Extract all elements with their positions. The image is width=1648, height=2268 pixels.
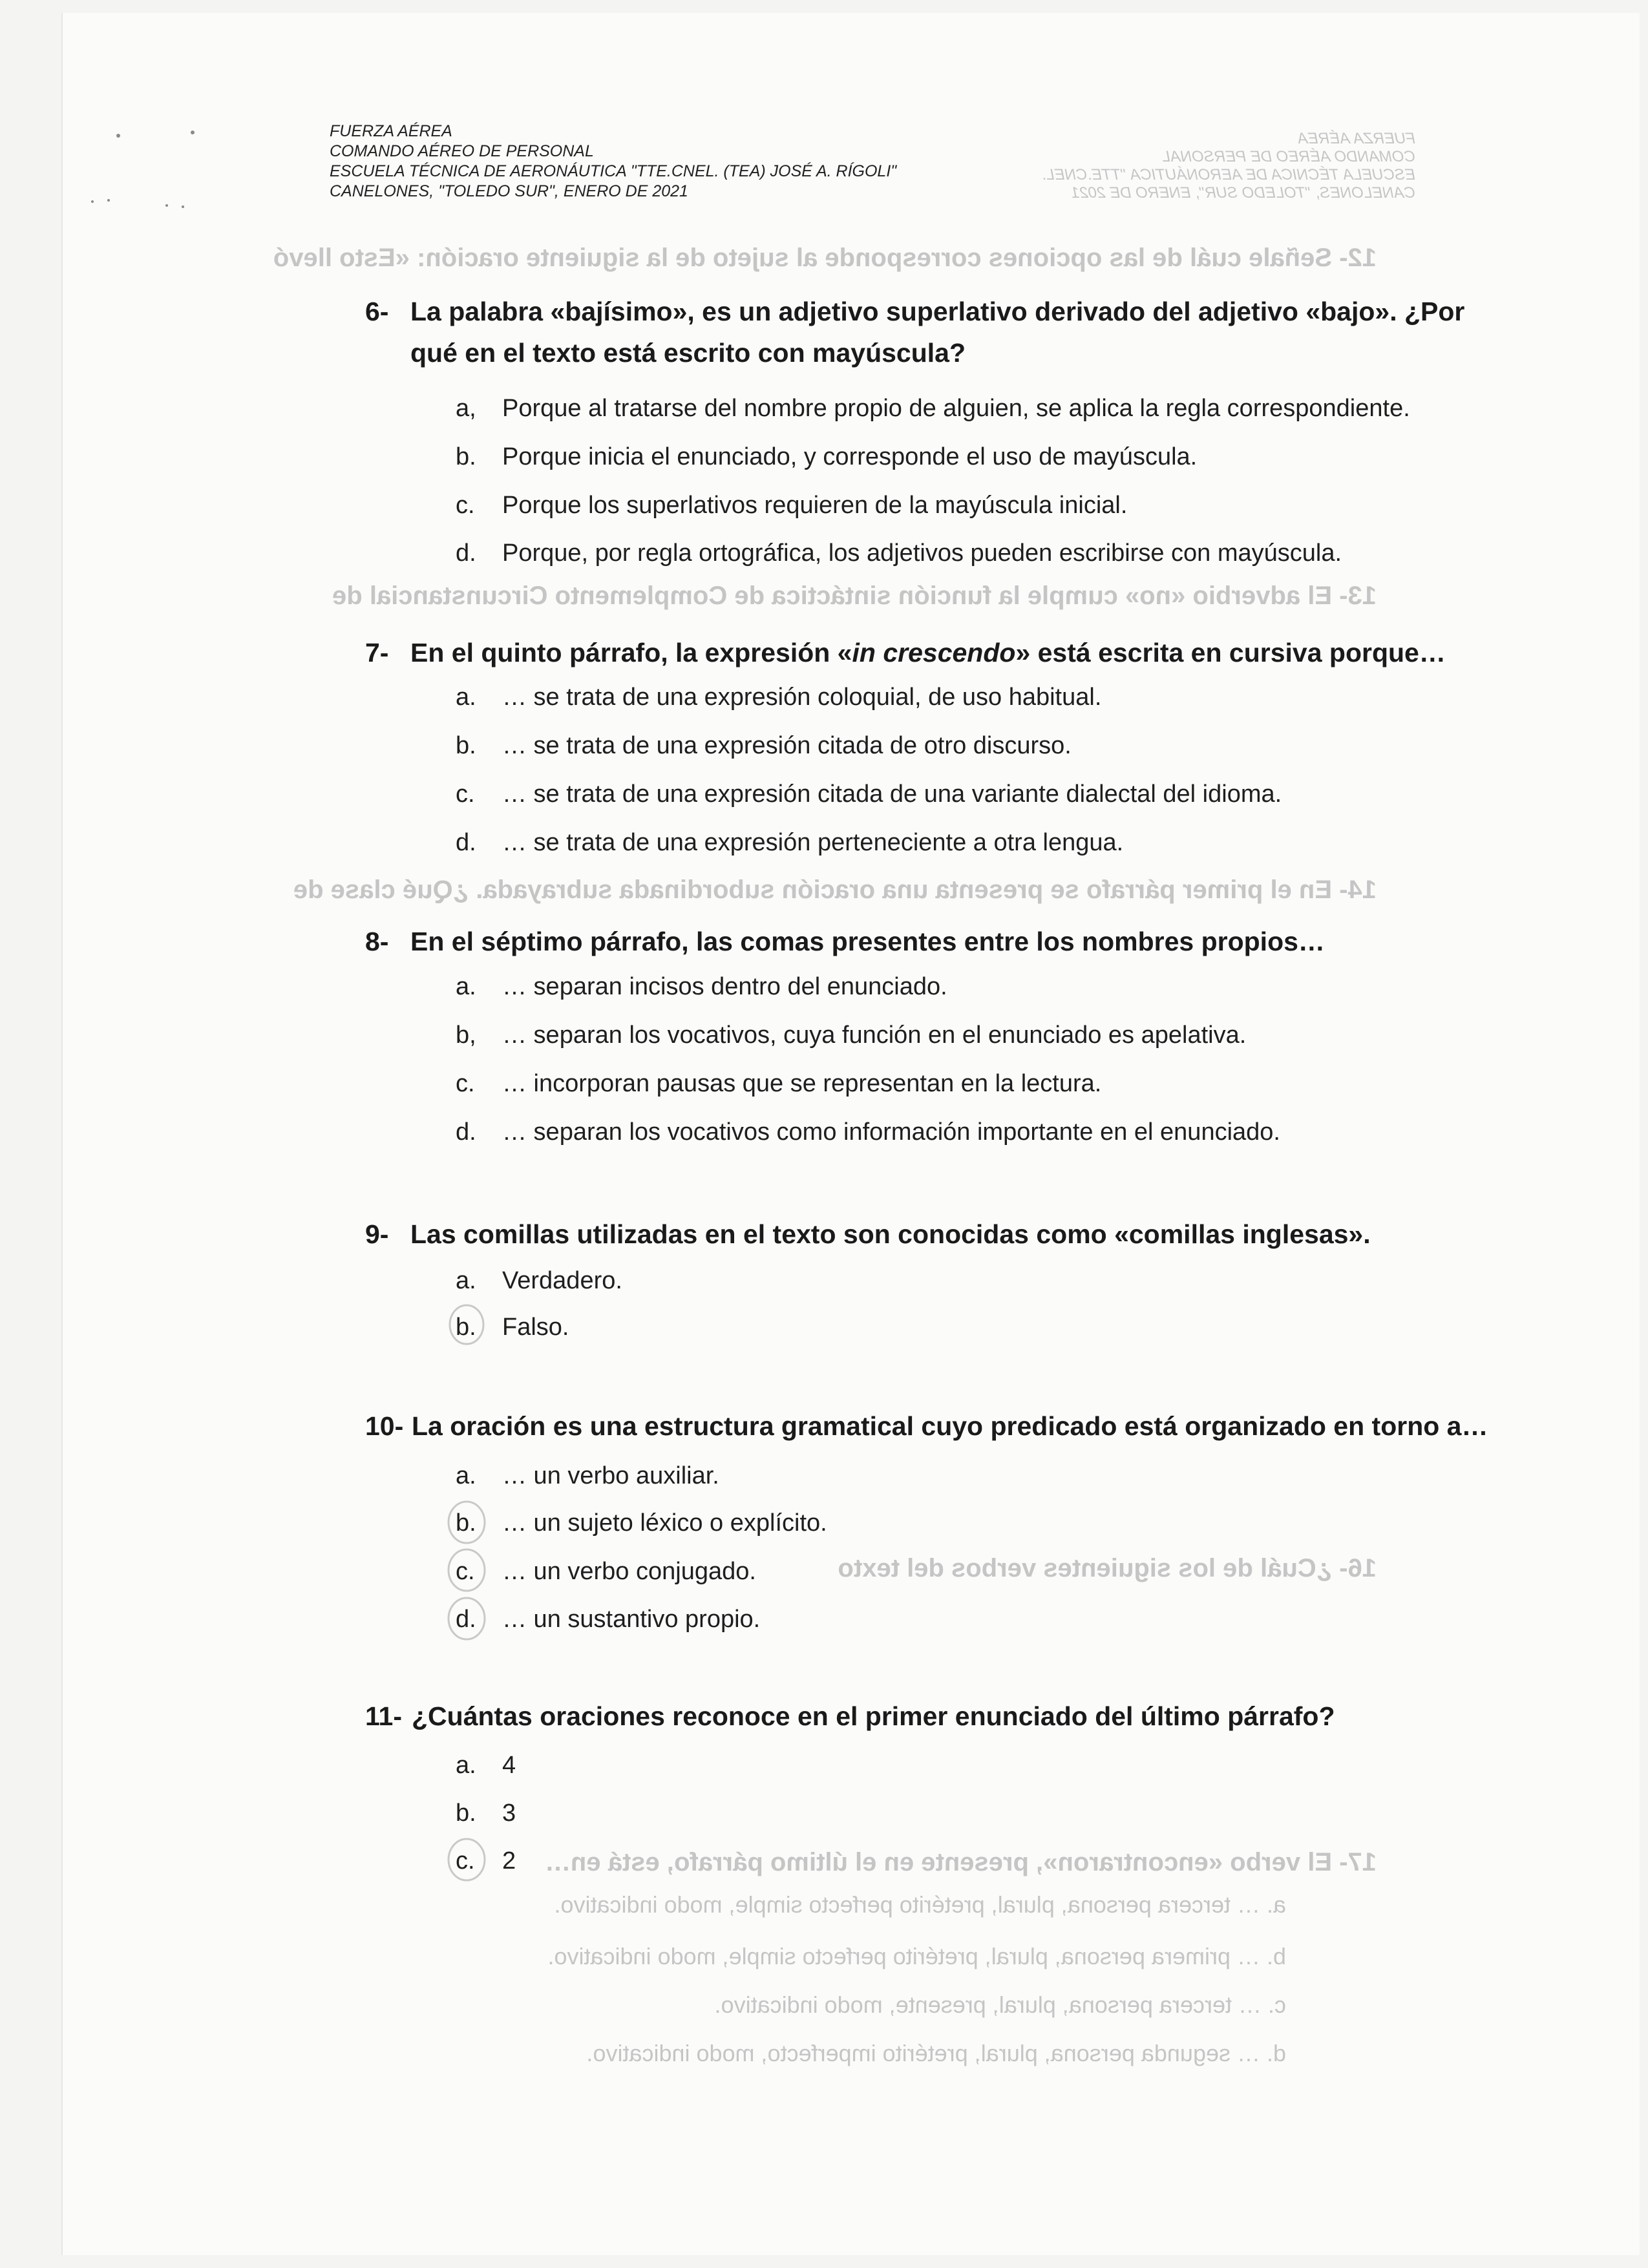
option-text: Porque los superlativos requieren de la mayúscula inicial. (502, 492, 1128, 519)
question-text-part: » está escrita en cursiva porque… (1015, 638, 1446, 667)
question-text-line: La palabra «bajísimo», es un adjetivo superlativo derivado del adjetivo «bajo». ¿Por (410, 297, 1465, 326)
option-letter: d. (456, 1606, 476, 1633)
question-6-prompt (365, 291, 1580, 373)
option-letter: b. (456, 1509, 476, 1537)
option-letter: c. (456, 781, 475, 808)
ghost-option: c. … tercera persona, plural, presente, modo indicativo. (714, 1991, 1286, 2018)
option-letter: b. (456, 732, 476, 759)
option-letter: a. (456, 973, 476, 1000)
option-letter: c. (456, 492, 475, 519)
question-text-part: En el quinto párrafo, la expresión « (410, 638, 852, 667)
option-letter: d. (456, 1118, 476, 1146)
option-text: Porque al tratarse del nombre propio de alguien, se aplica la regla correspondiente. (502, 395, 1410, 422)
question-text: ¿Cuántas oraciones reconoce en el primer enunciado del último párrafo? (412, 1701, 1335, 1731)
ghost-header-line: CANELONES, "TOLEDO SUR", ENERO DE 2021 (1071, 184, 1415, 202)
option-text: … se trata de una expresión citada de una variante dialectal del idioma. (502, 781, 1282, 808)
option-text: 2 (502, 1847, 516, 1874)
ghost-option: b. … primera persona, plural, pretérito perfecto simple, modo indicativo. (547, 1943, 1286, 1969)
option-text: … un verbo conjugado. (502, 1558, 756, 1585)
option-text: … se trata de una expresión coloquial, de uso habitual. (502, 684, 1102, 711)
option-text: Porque inicia el enunciado, y corresponde el uso de mayúscula. (502, 443, 1198, 470)
option-letter: a. (456, 1752, 476, 1779)
option-letter: d. (456, 540, 476, 567)
option-text: … un sujeto léxico o explícito. (502, 1509, 827, 1537)
question-7-prompt (365, 632, 1580, 673)
question-number: 8- (365, 927, 389, 956)
option-letter: c. (456, 1558, 475, 1585)
question-8-prompt (365, 921, 1580, 962)
question-number: 6- (365, 297, 389, 326)
option-letter: b. (456, 443, 476, 470)
document-header (330, 121, 896, 202)
ghost-option: a. … tercera persona, plural, pretérito perfecto simple, modo indicativo. (554, 1891, 1286, 1918)
option-letter: a. (456, 684, 476, 711)
option-letter: c. (456, 1847, 475, 1874)
option-letter: b. (456, 1314, 476, 1341)
option-text: … un verbo auxiliar. (502, 1462, 719, 1489)
option-text: … incorporan pausas que se representan en la lectura. (502, 1070, 1102, 1097)
question-text (410, 632, 1580, 673)
option-letter: d. (456, 829, 476, 856)
option-text: … un sustantivo propio. (502, 1606, 761, 1633)
question-text-line: qué en el texto está escrito con mayúscula? (410, 338, 966, 368)
ghost-question-16: 16- ¿Cuál de los siguientes verbos del texto (838, 1554, 1377, 1582)
option-letter: b, (456, 1022, 476, 1049)
ghost-question-12: 12- Señale cuál de las opciones corresponde al sujeto de la siguiente oración: «Esto llevó (273, 244, 1377, 272)
ghost-option: d. … segunda persona, plural, pretérito imperfecto, modo indicativo. (586, 2040, 1286, 2066)
ghost-header-line: ESCUELA TÉCNICA DE AERONÁUTICA "TTE.CNEL. (1041, 166, 1415, 184)
option-text: … se trata de una expresión citada de otro discurso. (502, 732, 1072, 759)
question-number: 10- (365, 1411, 404, 1441)
ghost-header-line: FUERZA AÉREA (1297, 130, 1415, 147)
option-text: Porque, por regla ortográfica, los adjetivos pueden escribirse con mayúscula. (502, 540, 1342, 567)
option-letter: a. (456, 1462, 476, 1489)
question-number: 11- (365, 1701, 402, 1731)
question-11-prompt (365, 1696, 1580, 1737)
question-10-prompt (365, 1405, 1580, 1447)
ghost-question-14: 14- En el primer párrafo se presenta una oración subordinada subrayada. ¿Qué clase de (293, 876, 1377, 904)
option-text: … se trata de una expresión perteneciente a otra lengua. (502, 829, 1124, 856)
option-text: Verdadero. (502, 1267, 622, 1294)
question-9-prompt (365, 1213, 1580, 1255)
option-text: 3 (502, 1800, 516, 1827)
question-number: 7- (365, 638, 389, 667)
header-line-air-force: FUERZA AÉREA (330, 122, 452, 140)
question-text-italic: in crescendo (852, 638, 1016, 667)
option-letter: a. (456, 1267, 476, 1294)
header-line-school: ESCUELA TÉCNICA DE AERONÁUTICA "TTE.CNEL. (TEA) JOSÉ A. RÍGOLI" (330, 162, 897, 180)
header-line-command: COMANDO AÉREO DE PERSONAL (330, 142, 594, 160)
option-text: … separan los vocativos como información importante en el enunciado. (502, 1118, 1280, 1146)
ghost-header-line: COMANDO AÉREO DE PERSONAL (1161, 148, 1415, 165)
option-letter: c. (456, 1070, 475, 1097)
question-text: En el séptimo párrafo, las comas presentes entre los nombres propios… (410, 927, 1325, 956)
option-text: 4 (502, 1752, 516, 1779)
option-text: … separan incisos dentro del enunciado. (502, 973, 947, 1000)
ghost-question-17: 17- El verbo «encontraron», presente en el último párrafo, está en… (544, 1848, 1377, 1876)
ghost-question-13: 13- El adverbio «no» cumple la función sintáctica de Complemento Circunstancial de (332, 582, 1377, 610)
option-letter: a, (456, 395, 476, 422)
header-line-location-date: CANELONES, "TOLEDO SUR", ENERO DE 2021 (330, 182, 688, 200)
option-letter: b. (456, 1800, 476, 1827)
question-text: La oración es una estructura gramatical cuyo predicado está organizado en torno a… (412, 1411, 1488, 1441)
option-text: Falso. (502, 1314, 569, 1341)
question-text: Las comillas utilizadas en el texto son conocidas como «comillas inglesas». (410, 1219, 1371, 1249)
question-number: 9- (365, 1219, 389, 1249)
option-text: … separan los vocativos, cuya función en el enunciado es apelativa. (502, 1022, 1247, 1049)
